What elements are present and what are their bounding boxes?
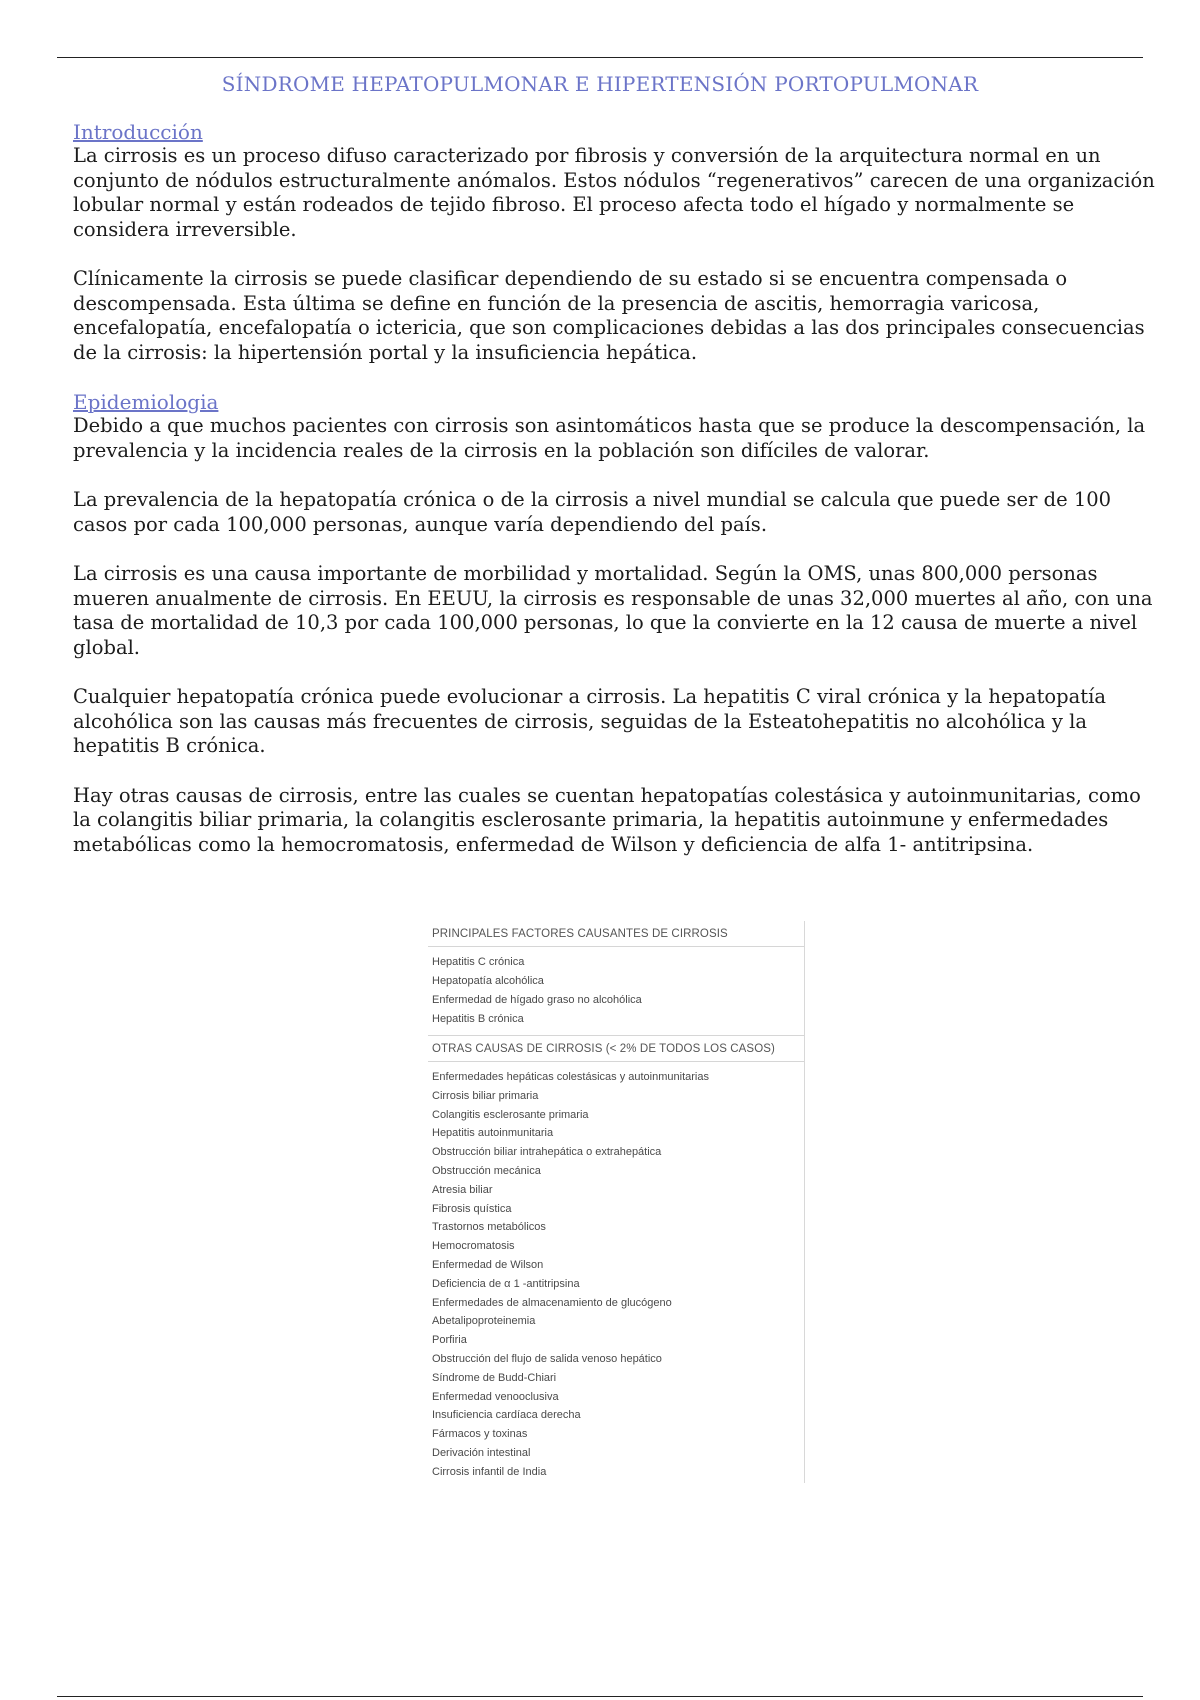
list-item: Fibrosis quística bbox=[432, 1202, 512, 1215]
paragraph: Debido a que muchos pacientes con cirrosis son asintomáticos hasta que se produce la descompensación, la prevalencia y la incidencia reales de la cirrosis en la población son difíciles de valorar. bbox=[73, 414, 1146, 462]
list-item: Hepatopatía alcohólica bbox=[432, 975, 544, 987]
list-item: Hepatitis C crónica bbox=[432, 956, 525, 968]
list-item: Obstrucción biliar intrahepática o extrahepática bbox=[432, 1146, 662, 1159]
cirrhosis-causes-table bbox=[428, 921, 805, 1483]
list-item: Obstrucción del flujo de salida venoso hepático bbox=[432, 1352, 662, 1365]
paragraph: Cualquier hepatopatía crónica puede evolucionar a cirrosis. La hepatitis C viral crónica y la hepatopatía alcohólica son las causas más frecuentes de cirrosis, seguidas de la Esteatohepatitis no alcohólica y la hepatitis B crónica. bbox=[73, 685, 1106, 757]
list-item: Hemocromatosis bbox=[432, 1240, 515, 1253]
list-item: Fármacos y toxinas bbox=[432, 1428, 528, 1441]
paragraph: La prevalencia de la hepatopatía crónica o de la cirrosis a nivel mundial se calcula que puede ser de 100 casos por cada 100,000 personas, aunque varía dependiendo del país. bbox=[73, 488, 1112, 536]
list-item: Síndrome de Budd-Chiari bbox=[432, 1371, 557, 1384]
list-item: Insuficiencia cardíaca derecha bbox=[432, 1409, 581, 1422]
table-header-other: OTRAS CAUSAS DE CIRROSIS (< 2% DE TODOS LOS CASOS) bbox=[428, 1035, 804, 1062]
list-item: Enfermedades hepáticas colestásicas y autoinmunitarias bbox=[432, 1071, 709, 1083]
list-item: Cirrosis infantil de India bbox=[432, 1465, 547, 1478]
document-body bbox=[73, 120, 1163, 857]
table-header-main: PRINCIPALES FACTORES CAUSANTES DE CIRROSIS bbox=[428, 921, 804, 947]
list-item: Abetalipoproteinemia bbox=[432, 1315, 536, 1328]
list-item: Colangitis esclerosante primaria bbox=[432, 1108, 589, 1121]
list-item: Enfermedades de almacenamiento de glucógeno bbox=[432, 1296, 672, 1309]
paragraph: La cirrosis es una causa importante de morbilidad y mortalidad. Según la OMS, unas 800,000 personas mueren anualmente de cirrosis. En EEUU, la cirrosis es responsable de unas 32,000 muertes al año, con una tasa de mortalidad de 10,3 por cada 100,000 personas, lo que la convierte en la 12 causa de muerte a nivel global. bbox=[73, 562, 1153, 659]
section-heading[interactable]: Introducción bbox=[73, 120, 203, 144]
section-introduccion bbox=[73, 120, 1163, 365]
list-item: Cirrosis biliar primaria bbox=[432, 1089, 539, 1102]
list-item: Hepatitis autoinmunitaria bbox=[432, 1127, 554, 1140]
section-heading[interactable]: Epidemiologia bbox=[73, 390, 219, 414]
list-item: Obstrucción mecánica bbox=[432, 1164, 541, 1177]
list-item: Derivación intestinal bbox=[432, 1446, 531, 1459]
list-item: Trastornos metabólicos bbox=[432, 1221, 546, 1234]
list-item: Enfermedad de Wilson bbox=[432, 1258, 544, 1271]
document-title: SÍNDROME HEPATOPULMONAR E HIPERTENSIÓN PORTOPULMONAR bbox=[221, 72, 979, 96]
paragraph: Clínicamente la cirrosis se puede clasificar dependiendo de su estado si se encuentra compensada o descompensada. Esta última se define en función de la presencia de ascitis, hemorragia varicosa, encefalopatía, encefalopatía o ictericia, que son complicaciones debidas a las dos principales consecuencias de la cirrosis: la hipertensión portal y la insuficiencia hepática. bbox=[73, 267, 1145, 364]
section-epidemiologia bbox=[73, 390, 1163, 857]
main-causes-list bbox=[428, 947, 804, 1033]
list-item: Hepatitis B crónica bbox=[432, 1013, 524, 1025]
list-item: Enfermedad venooclusiva bbox=[432, 1390, 559, 1403]
paragraph: Hay otras causas de cirrosis, entre las cuales se cuentan hepatopatías colestásica y autoinmunitarias, como la colangitis biliar primaria, la colangitis esclerosante primaria, la hepatitis autoinmune y enfermedades metabólicas como la hemocromatosis, enfermedad de Wilson y deficiencia de alfa 1- antitripsina. bbox=[73, 783, 1141, 856]
other-causes-list bbox=[428, 1062, 804, 1486]
list-item: Atresia biliar bbox=[432, 1183, 493, 1196]
top-rule bbox=[57, 57, 1143, 58]
list-item: Deficiencia de α 1 -antitripsina bbox=[432, 1277, 580, 1290]
paragraph: La cirrosis es un proceso difuso caracterizado por fibrosis y conversión de la arquitectura normal en un conjunto de nódulos estructuralmente anómalos. Estos nódulos “regenerativos” carecen de una organización lobular normal y están rodeados de tejido fibroso. El proceso afecta todo el hígado y normalmente se considera irreversible. bbox=[73, 144, 1155, 241]
list-item: Porfiria bbox=[432, 1334, 467, 1347]
bottom-rule bbox=[57, 1696, 1143, 1697]
list-item: Enfermedad de hígado graso no alcohólica bbox=[432, 994, 642, 1006]
